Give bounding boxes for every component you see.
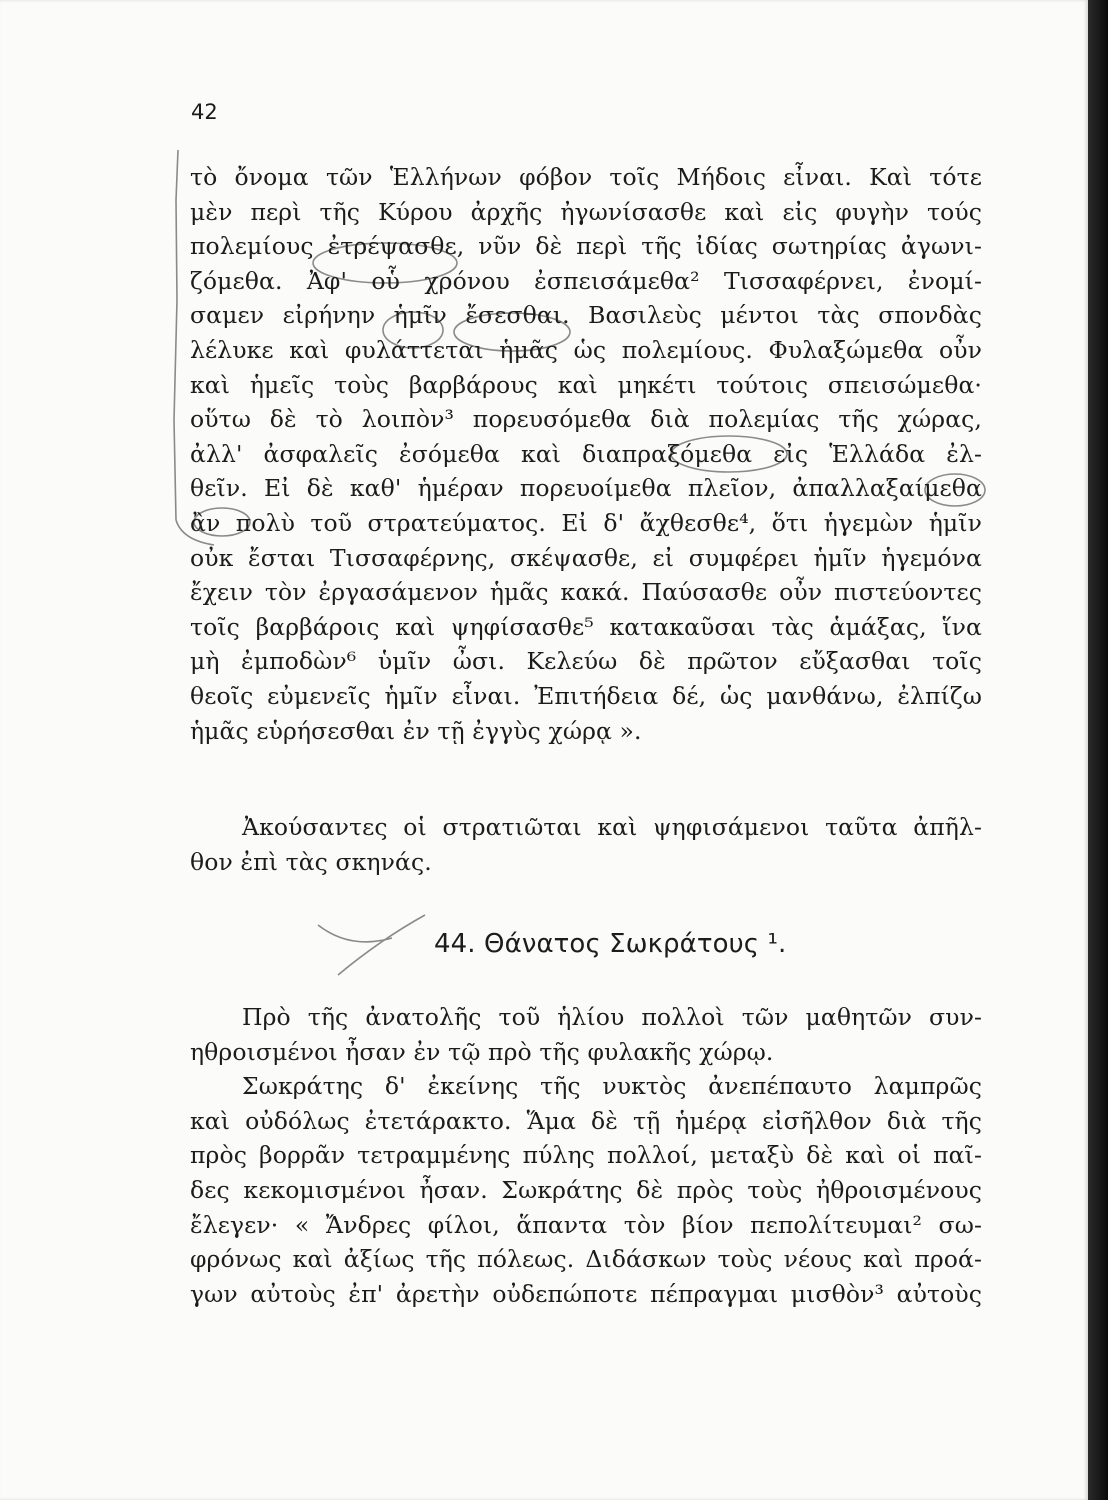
text-line: γων αὐτοὺς ἐπ' ἀρετὴν οὐδεπώποτε πέπραγμαι μισθὸν³ αὐτοὺς (190, 1279, 982, 1308)
text-line: ἔχειν τὸν ἐργασάμενον ἡμᾶς κακά. Παύσασθε οὖν πιστεύοντες (190, 578, 982, 607)
text-line: φρόνως καὶ ἀξίως τῆς πόλεως. Διδάσκων τοὺς νέους καὶ προά- (190, 1245, 982, 1274)
page-number: 42 (191, 100, 218, 124)
text-line: ἔλεγεν· « Ἄνδρες φίλοι, ἅπαντα τὸν βίον πεπολίτευμαι² σω- (190, 1210, 982, 1239)
text-line: δες κεκομισμένοι ἦσαν. Σωκράτης δὲ πρὸς τοὺς ἠθροισμένους (190, 1175, 982, 1204)
text-line: ηθροισμένοι ἦσαν ἐν τῷ πρὸ τῆς φυλακῆς χώρῳ. (190, 1037, 774, 1066)
text-line: θεῖν. Εἰ δὲ καθ' ἡμέραν πορευοίμεθα πλεῖον, ἀπαλλαξαίμεθα (190, 474, 982, 503)
text-line: τοῖς βαρβάροις καὶ ψηφίσασθε⁵ κατακαῦσαι τὰς ἁμάξας, ἵνα (190, 612, 982, 641)
text-line: ἀλλ' ἀσφαλεῖς ἐσόμεθα καὶ διαπραξόμεθα εἰς Ἑλλάδα ἐλ- (190, 439, 982, 468)
passage-speech (190, 160, 982, 748)
section-title: 44. Θάνατος Σωκράτους ¹. (434, 929, 787, 959)
text-line: τὸ ὄνομα τῶν Ἑλλήνων φόβον τοῖς Μήδοις εἶναι. Καὶ τότε (190, 163, 982, 191)
text-line: Ἀκούσαντες οἱ στρατιῶται καὶ ψηφισάμενοι ταῦτα ἀπῆλ- (242, 813, 982, 841)
text-line: θον ἐπὶ τὰς σκηνάς. (190, 847, 432, 876)
section-heading (190, 927, 982, 962)
text-line: Σωκράτης δ' ἐκείνης τῆς νυκτὸς ἀνεπέπαυτο λαμπρῶς (242, 1072, 982, 1101)
passage-soldiers (190, 810, 982, 879)
text-line: οὕτω δὲ τὸ λοιπὸν³ πορευσόμεθα διὰ πολεμίας τῆς χώρας, (190, 405, 982, 434)
passage-socrates (190, 1000, 982, 1311)
text-line: ἂν πολὺ τοῦ στρατεύματος. Εἰ δ' ἄχθεσθε⁴, ὅτι ἡγεμὼν ἡμῖν (190, 508, 982, 537)
text-line: οὐκ ἔσται Τισσαφέρνης, σκέψασθε, εἰ συμφέρει ἡμῖν ἡγεμόνα (190, 543, 982, 572)
text-line: καὶ ἡμεῖς τοὺς βαρβάρους καὶ μηκέτι τούτοις σπεισώμεθα· (190, 370, 982, 399)
scan-edge (1088, 0, 1108, 1500)
text-line: ζόμεθα. Ἀφ' οὗ χρόνου ἐσπεισάμεθα² Τισσαφέρνει, ἐνομί- (190, 266, 982, 295)
text-line: Πρὸ τῆς ἀνατολῆς τοῦ ἡλίου πολλοὶ τῶν μαθητῶν συν- (242, 1003, 982, 1031)
text-line: θεοῖς εὐμενεῖς ἡμῖν εἶναι. Ἐπιτήδεια δέ, ὡς μανθάνω, ἐλπίζω (190, 681, 982, 710)
text-line: καὶ οὐδόλως ἐτετάρακτο. Ἅμα δὲ τῇ ἡμέρᾳ εἰσῆλθον διὰ τῆς (190, 1106, 982, 1135)
text-line: ἡμᾶς εὑρήσεσθαι ἐν τῇ ἐγγὺς χώρᾳ ». (190, 716, 642, 745)
text-line: πολεμίους ἐτρέψασθε, νῦν δὲ περὶ τῆς ἰδίας σωτηρίας ἀγωνι- (190, 232, 982, 261)
margin-bracket-line (174, 150, 178, 520)
text-line: μὲν περὶ τῆς Κύρου ἀρχῆς ἠγωνίσασθε καὶ εἰς φυγὴν τούς (190, 197, 982, 226)
text-line: μὴ ἐμποδὼν⁶ ὑμῖν ὦσι. Κελεύω δὲ πρῶτον εὔξασθαι τοῖς (190, 647, 982, 676)
text-line: λέλυκε καὶ φυλάττεται ἡμᾶς ὡς πολεμίους. Φυλαξώμεθα οὖν (190, 335, 982, 364)
text-line: σαμεν εἰρήνην ἡμῖν ἔσεσθαι. Βασιλεὺς μέντοι τὰς σπονδὰς (190, 301, 982, 330)
text-line: πρὸς βορρᾶν τετραμμένης πύλης πολλοί, μεταξὺ δὲ καὶ οἱ παῖ- (190, 1141, 982, 1170)
